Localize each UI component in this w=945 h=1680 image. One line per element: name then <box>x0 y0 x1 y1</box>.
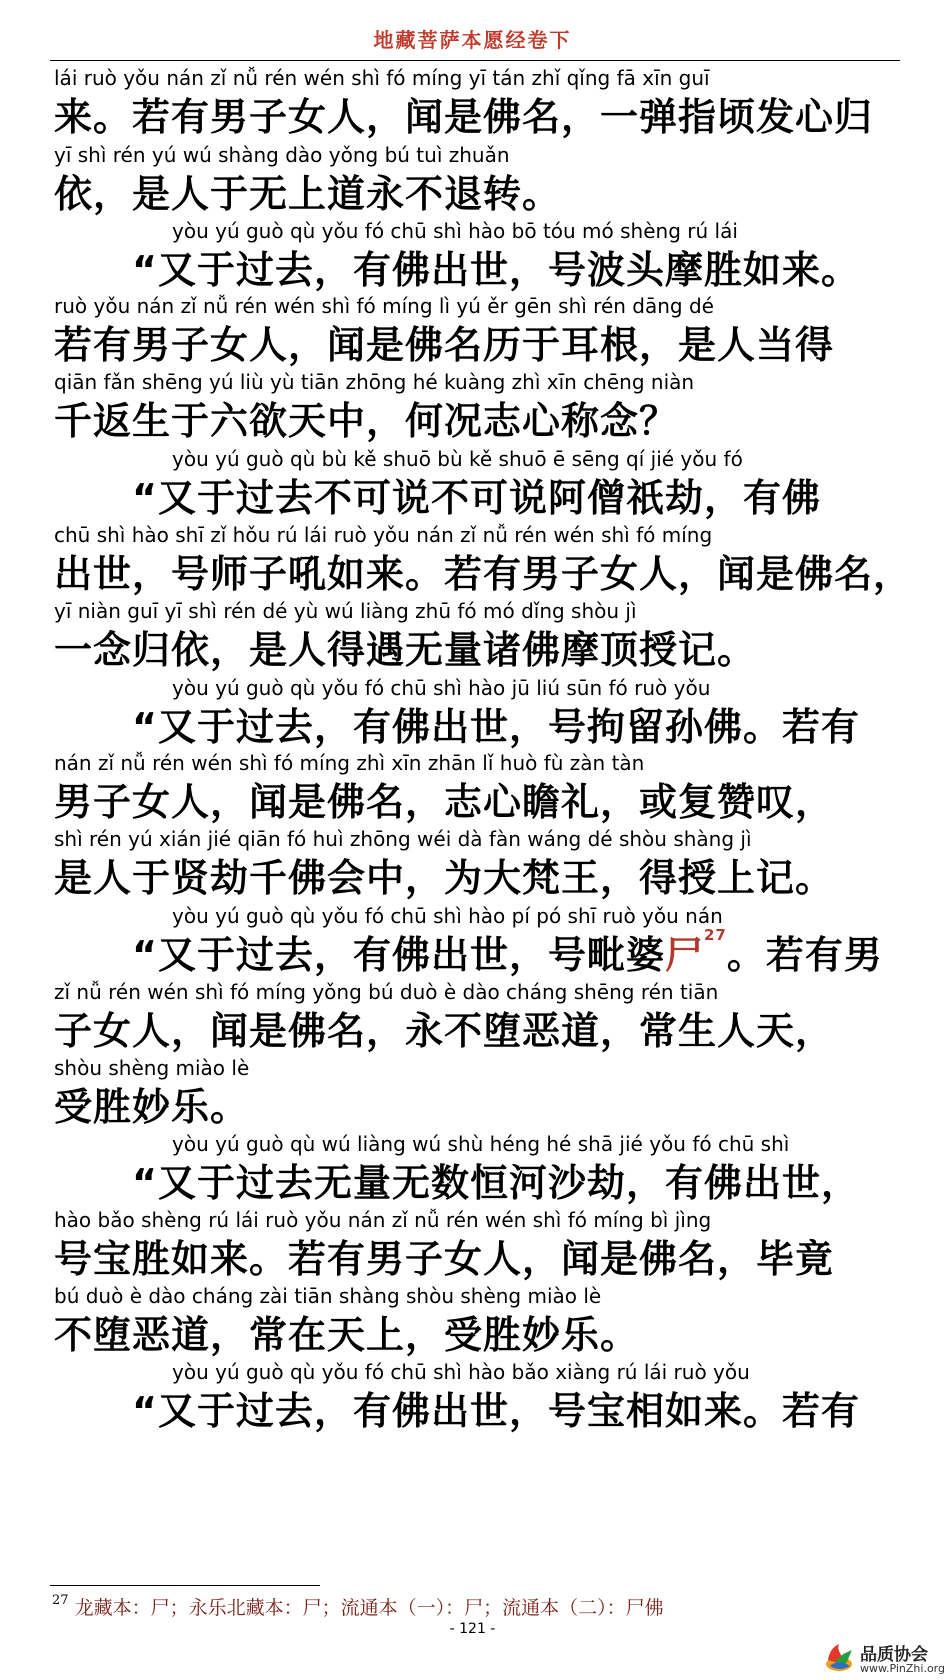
footnoted-character: 尸 <box>664 933 704 977</box>
hanzi-row: 男子女人，闻是佛名，志心瞻礼，或复赞叹， <box>54 780 835 824</box>
text-line-4 <box>54 294 900 374</box>
text-line-7 <box>54 523 913 603</box>
hanzi-row: “又于过去不可说不可说阿僧祇劫，有佛 <box>132 476 821 520</box>
pinyin-row: zǐ nǚ rén wén shì fó míng yǒng bú duò è dào cháng shēng rén tiān <box>54 980 719 1004</box>
footnote-text: 龙藏本：尸；永乐北藏本：尸；流通本（一）：尸；流通本（二）：尸佛 <box>74 1597 664 1619</box>
text-line-3 <box>132 219 945 299</box>
text-line-10 <box>54 751 900 831</box>
pinyin-row: yòu yú guò qù yǒu fó chū shì hào jū liú sūn fó ruò yǒu <box>172 676 711 700</box>
hanzi-row: “又于过去，有佛出世，号拘留孙佛。若有 <box>132 705 860 749</box>
pinyin-row: hào bǎo shèng rú lái ruò yǒu nán zǐ nǚ rén wén shì fó míng bì jìng <box>54 1208 712 1232</box>
hanzi-row: 号宝胜如来。若有男子女人，闻是佛名，毕竟 <box>54 1237 835 1281</box>
pinyin-row: shì rén yú xián jié qiān fó huì zhōng wéi dà fàn wáng dé shòu shàng jì <box>54 827 752 851</box>
text-line-5 <box>54 370 900 450</box>
hanzi-row: 千返生于六欲天中，何况志心称念？ <box>54 399 679 443</box>
footnote <box>52 1593 664 1620</box>
pinyin-row: nán zǐ nǚ rén wén shì fó míng zhì xīn zhān lǐ huò fù zàn tàn <box>54 751 645 775</box>
text-line-6 <box>132 447 945 527</box>
pinyin-row: yòu yú guò qù yǒu fó chū shì hào bō tóu mó shèng rú lái <box>172 219 738 243</box>
pinyin-row: yòu yú guò qù bù kě shuō bù kě shuō ē sēng qí jié yǒu fó <box>172 447 743 471</box>
text-line-18 <box>132 1360 945 1440</box>
site-logo[interactable] <box>822 1640 945 1676</box>
pinyin-row: chū shì hào shī zǐ hǒu rú lái ruò yǒu nán zǐ nǚ rén wén shì fó míng <box>54 523 713 547</box>
pinyin-row: qiān fǎn shēng yú liù yù tiān zhōng hé kuàng zhì xīn chēng niàn <box>54 370 695 394</box>
text-line-1 <box>54 66 900 146</box>
footnote-reference[interactable]: 27 <box>704 926 727 944</box>
hanzi-row: “又于过去无量无数恒河沙劫，有佛出世， <box>132 1161 860 1205</box>
footnote-divider <box>50 1585 320 1586</box>
logo-name: 品质协会 <box>860 1645 928 1665</box>
text-line-15 <box>132 1132 945 1212</box>
footnote-number: 27 <box>52 1593 69 1608</box>
pinyin-row: yī niàn guī yī shì rén dé yù wú liàng zhū fó mó dǐng shòu jì <box>54 599 637 623</box>
text-line-13 <box>54 980 900 1060</box>
hanzi-segment: 。若有男 <box>726 933 883 977</box>
page-header-title: 地藏菩萨本愿经卷下 <box>373 28 572 52</box>
hanzi-row: 依，是人于无上道永不退转。 <box>54 172 562 216</box>
hanzi-row: 出世，号师子吼如来。若有男子女人，闻是佛名， <box>54 552 913 596</box>
hanzi-row <box>132 924 883 979</box>
pinyin-row: yòu yú guò qù yǒu fó chū shì hào pí pó shī ruò yǒu nán <box>172 904 723 928</box>
text-line-9 <box>132 676 945 756</box>
header-divider <box>50 60 900 61</box>
hanzi-row: “又于过去，有佛出世，号宝相如来。若有 <box>132 1389 860 1433</box>
hanzi-row: 受胜妙乐。 <box>54 1085 250 1129</box>
logo-flame-icon <box>822 1642 856 1674</box>
text-line-2 <box>54 143 900 223</box>
pinyin-row: lái ruò yǒu nán zǐ nǚ rén wén shì fó míng yī tán zhǐ qǐng fā xīn guī <box>54 66 710 90</box>
pinyin-row: yòu yú guò qù wú liàng wú shù héng hé shā jié yǒu fó chū shì <box>172 1132 790 1156</box>
hanzi-row: 子女人，闻是佛名，永不堕恶道，常生人天， <box>54 1009 835 1053</box>
text-line-12 <box>132 904 945 984</box>
text-line-17 <box>54 1284 900 1364</box>
hanzi-row: 一念归依，是人得遇无量诸佛摩顶授记。 <box>54 628 757 672</box>
pinyin-row: ruò yǒu nán zǐ nǚ rén wén shì fó míng lì yú ěr gēn shì rén dāng dé <box>54 294 714 318</box>
hanzi-segment: “又于过去，有佛出世，号毗婆 <box>132 933 665 977</box>
pinyin-row: shòu shèng miào lè <box>54 1056 250 1080</box>
logo-url: www.PinZhi.org <box>860 1662 945 1675</box>
pinyin-row: yī shì rén yú wú shàng dào yǒng bú tuì zhuǎn <box>54 143 510 167</box>
text-line-16 <box>54 1208 900 1288</box>
hanzi-row: 若有男子女人，闻是佛名历于耳根，是人当得 <box>54 323 835 367</box>
hanzi-row: 不堕恶道，常在天上，受胜妙乐。 <box>54 1313 640 1357</box>
hanzi-row: “又于过去，有佛出世，号波头摩胜如来。 <box>132 248 860 292</box>
text-line-11 <box>54 827 900 907</box>
hanzi-row: 是人于贤劫千佛会中，为大梵王，得授上记。 <box>54 856 835 900</box>
text-line-8 <box>54 599 900 679</box>
hanzi-row: 来。若有男子女人，闻是佛名，一弹指顷发心归 <box>54 95 874 139</box>
pinyin-row: yòu yú guò qù yǒu fó chū shì hào bǎo xiàng rú lái ruò yǒu <box>172 1360 750 1384</box>
page-number: - 121 - <box>449 1621 496 1637</box>
pinyin-row: bú duò è dào cháng zài tiān shàng shòu shèng miào lè <box>54 1284 602 1308</box>
text-line-14 <box>54 1056 900 1136</box>
